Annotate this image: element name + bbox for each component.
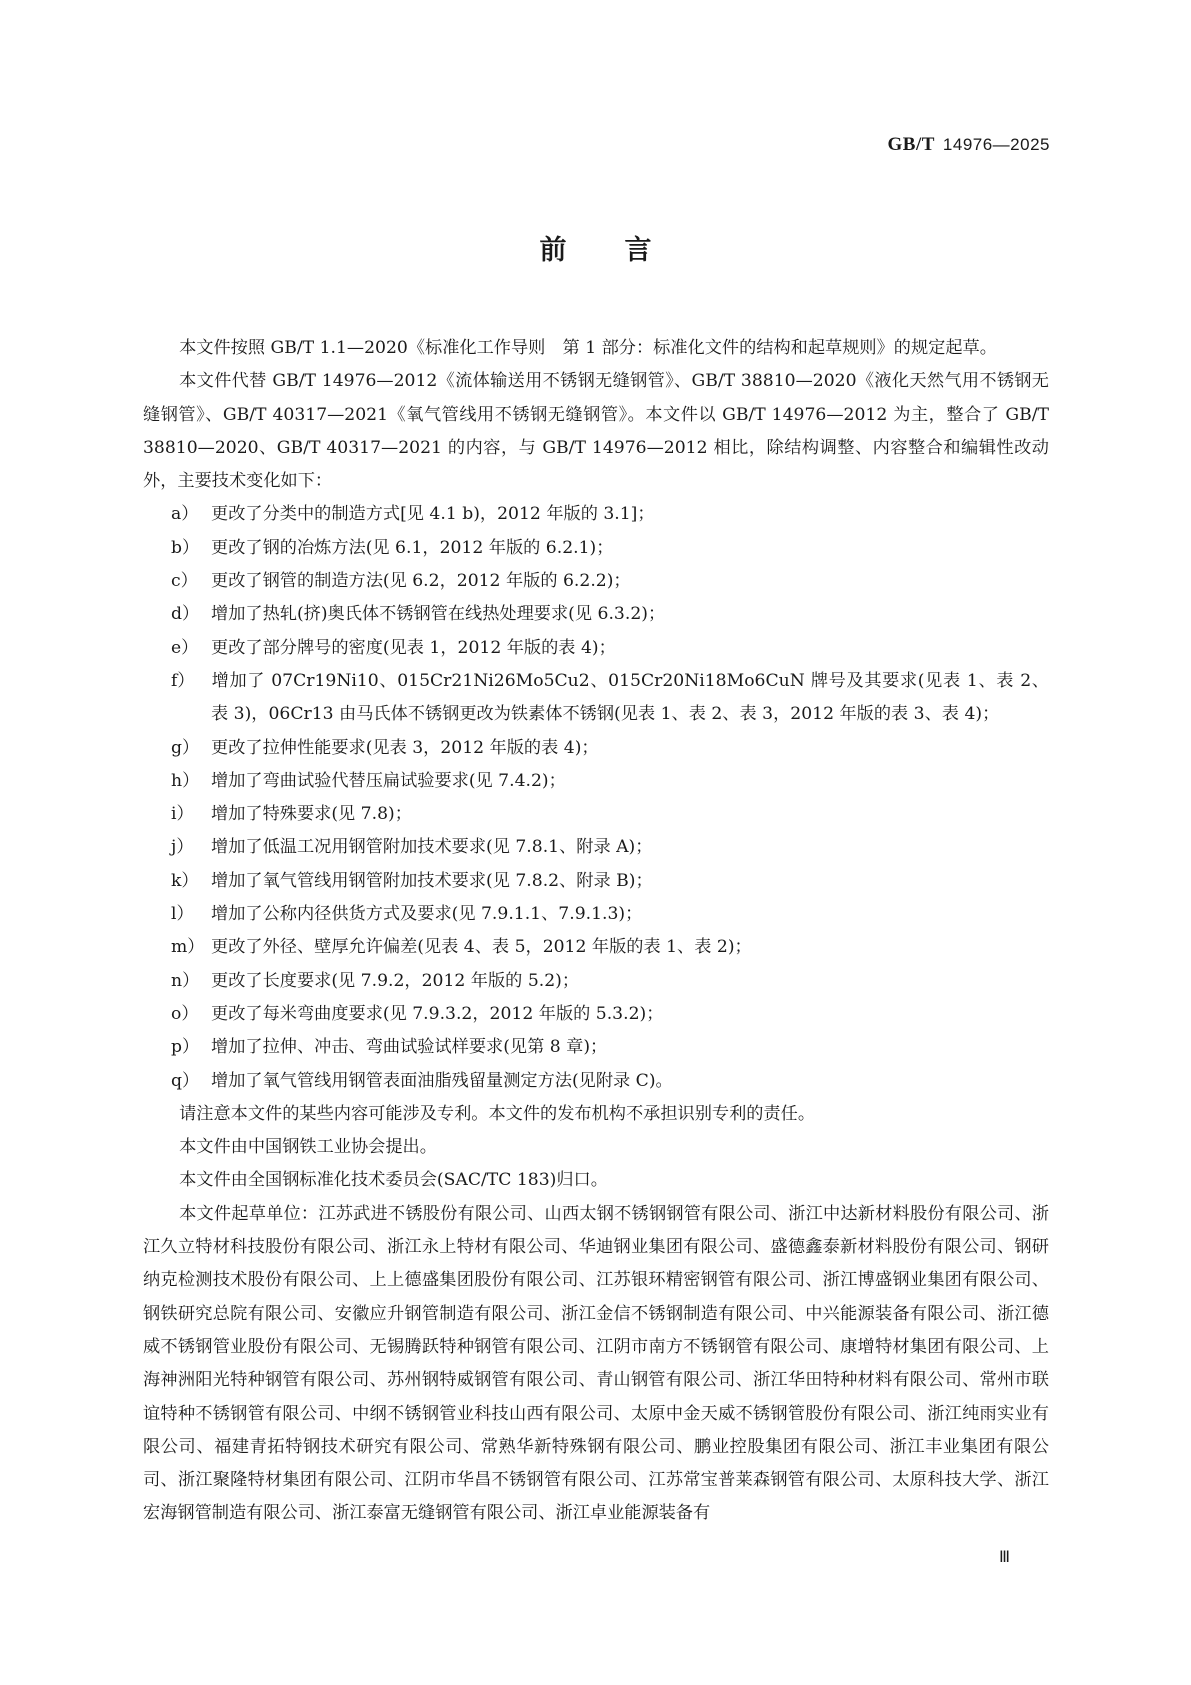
list-item: i） 增加了特殊要求(见 7.8)； <box>171 804 412 825</box>
list-item: e） 更改了部分牌号的密度(见表 1，2012 年版的表 4)； <box>171 637 616 658</box>
paragraph-drafting-rules: 本文件按照 GB/T 1.1—2020《标准化工作导则 第 1 部分：标准化文件的结构和起草规则》的规定起草。 <box>179 338 997 358</box>
list-item: c） 更改了钢管的制造方法(见 6.2，2012 年版的 6.2.2)； <box>171 571 631 592</box>
paragraph-patent-notice: 请注意本文件的某些内容可能涉及专利。本文件的发布机构不承担识别专利的责任。 <box>179 1103 816 1124</box>
standard-prefix: GB/T <box>887 134 935 155</box>
list-item: f） 增加了 07Cr19Ni10、015Cr21Ni26Mo5Cu2、015Cr20Ni18Mo6CuN 牌号及其要求(见表 1、表 2、表 3)，06Cr13 由马氏体不锈钢更改为铁素体不锈钢(见表 1、表 2、表 3，2012 年版的表 3、表 4)； <box>171 670 1049 725</box>
standard-code <box>888 134 1051 156</box>
paragraph-drafting-units: 本文件起草单位：江苏武进不锈股份有限公司、山西太钢不锈钢钢管有限公司、浙江中达新材料股份有限公司、浙江久立特材科技股份有限公司、浙江永上特材有限公司、华迪钢业集团有限公司、盛德鑫泰新材料股份有限公司、钢研纳克检测技术股份有限公司、上上德盛集团股份有限公司、江苏银环精密钢管有限公司、浙江博盛钢业集团有限公司、钢铁研究总院有限公司、安徽应升钢管制造有限公司、浙江金信不锈钢制造有限公司、中兴能源装备有限公司、浙江德威不锈钢管业股份有限公司、无锡腾跃特种钢管有限公司、江阴市南方不锈钢管有限公司、康增特材集团有限公司、上海神洲阳光特种钢管有限公司、苏州钢特威钢管有限公司、青山钢管有限公司、浙江华田特种材料有限公司、常州市联谊特种不锈钢管有限公司、中纲不锈钢管业科技山西有限公司、太原中金天威不锈钢管股份有限公司、浙江纯雨实业有限公司、福建青拓特钢技术研究有限公司、常熟华新特殊钢有限公司、鹏业控股集团有限公司、浙江丰业集团有限公司、浙江聚隆特材集团有限公司、江阴市华昌不锈钢管有限公司、江苏常宝普莱森钢管有限公司、太原科技大学、浙江宏海钢管制造有限公司、浙江泰富无缝钢管有限公司、浙江卓业能源装备有 <box>143 1203 1049 1524</box>
list-item: n） 更改了长度要求(见 7.9.2，2012 年版的 5.2)； <box>171 970 580 991</box>
document-body <box>143 332 1049 1531</box>
list-item: h） 增加了弯曲试验代替压扁试验要求(见 7.4.2)； <box>171 770 566 791</box>
list-item: q） 增加了氧气管线用钢管表面油脂残留量测定方法(见附录 C)。 <box>171 1070 673 1091</box>
list-item: o） 更改了每米弯曲度要求(见 7.9.3.2，2012 年版的 5.3.2)； <box>171 1003 664 1024</box>
page-title: 前言 <box>539 235 710 266</box>
paragraph-proposer: 本文件由中国钢铁工业协会提出。 <box>179 1137 437 1158</box>
list-item: j） 增加了低温工况用钢管附加技术要求(见 7.8.1、附录 A)； <box>171 837 653 858</box>
page-number: Ⅲ <box>998 1549 1010 1566</box>
list-item: l） 增加了公称内径供货方式及要求(见 7.9.1.1、7.9.1.3)； <box>171 904 643 925</box>
list-item: g） 更改了拉伸性能要求(见表 3，2012 年版的表 4)； <box>171 737 599 758</box>
list-item: k） 增加了氧气管线用钢管附加技术要求(见 7.8.2、附录 B)； <box>171 870 653 891</box>
list-item: d） 增加了热轧(挤)奥氏体不锈钢管在线热处理要求(见 6.3.2)； <box>171 604 666 625</box>
list-item: m） 更改了外径、壁厚允许偏差(见表 4、表 5，2012 年版的表 1、表 2)； <box>171 937 752 958</box>
paragraph-replacement: 本文件代替 GB/T 14976—2012《流体输送用不锈钢无缝钢管》、GB/T 38810—2020《液化天然气用不锈钢无缝钢管》、GB/T 40317—2021《氧气管线用不锈钢无缝钢管》。本文件以 GB/T 14976—2012 为主，整合了 GB/T 38810—2020、GB/T 40317—2021 的内容，与 GB/T 14976—2012 相比，除结构调整、内容整合和编辑性改动外，主要技术变化如下： <box>143 371 1049 492</box>
paragraph-technical-committee: 本文件由全国钢标准化技术委员会(SAC/TC 183)归口。 <box>179 1170 608 1191</box>
list-item: p） 增加了拉伸、冲击、弯曲试验试样要求(见第 8 章)； <box>171 1037 608 1058</box>
standard-number: 14976—2025 <box>942 135 1050 154</box>
list-item: a） 更改了分类中的制造方式[见 4.1 b)，2012 年版的 3.1]； <box>171 504 655 525</box>
list-item: b） 更改了钢的冶炼方法(见 6.1，2012 年版的 6.2.1)； <box>171 537 614 558</box>
technical-changes-list <box>143 498 1049 1097</box>
